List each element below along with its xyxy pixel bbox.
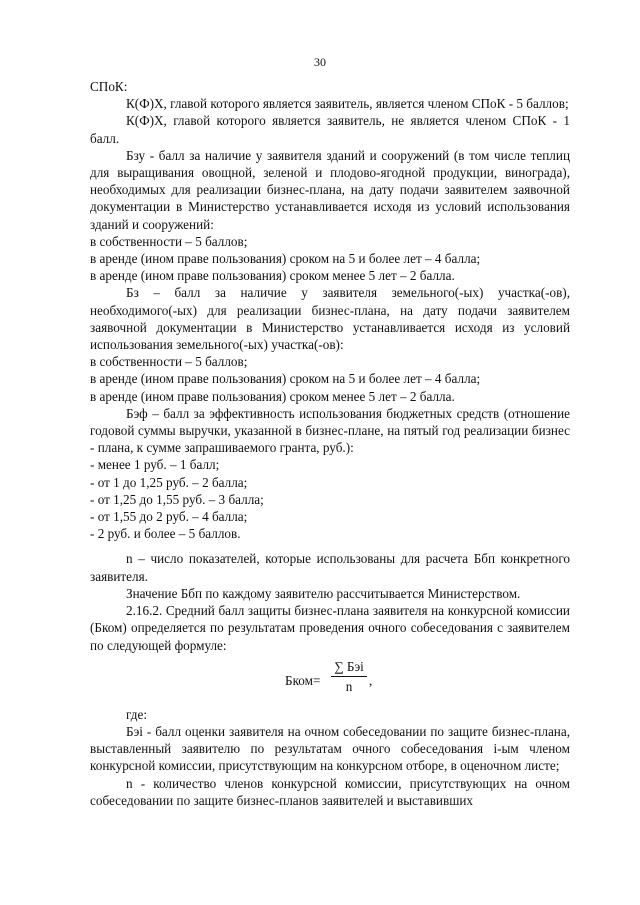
- list-item: в собственности – 5 баллов;: [90, 354, 248, 370]
- list-item: - от 1,55 до 2 руб. – 4 балла;: [90, 509, 248, 525]
- paragraph: СПоК:: [90, 79, 128, 94]
- list-item: - от 1 до 1,25 руб. – 2 балла;: [90, 474, 248, 490]
- formula-numerator: ∑ Бэi: [331, 658, 367, 677]
- list-item: в аренде (ином праве пользования) сроком менее 5 лет – 2 балла.: [90, 268, 455, 284]
- paragraph: 2.16.2. Средний балл защиты бизнес-плана заявителя на конкурсной комиссии (Бком) определяется по результатам проведения очного собеседования с заявителем по следующей формуле:: [90, 603, 570, 653]
- formula-fraction: [331, 658, 367, 695]
- paragraph: К(Ф)Х, главой которого является заявитель, не является членом СПоК - 1 балл.: [90, 113, 570, 146]
- paragraph: Бзу - балл за наличие у заявителя зданий и сооружений (в том числе теплиц для выращивания овощной, зеленой и плодово-ягодной продукции, винограда), необходимых для реализации бизнес-плана, на дату подачи заявителем заявочной документации в Министерство устанавливается исходя из условий использования зданий и сооружений:: [90, 147, 570, 232]
- document-body: [90, 78, 570, 809]
- paragraph: К(Ф)Х, главой которого является заявитель, является членом СПоК - 5 баллов;: [126, 96, 569, 112]
- paragraph: Бэф – балл за эффективность использования бюджетных средств (отношение годовой суммы выручки, указанной в бизнес-плане, на пятый год реализации бизнес - плана, к сумме запрашиваемого гранта, руб.):: [90, 405, 570, 456]
- page-number: 30: [314, 55, 326, 69]
- list-item: в аренде (ином праве пользования) сроком менее 5 лет – 2 балла.: [90, 388, 455, 404]
- paragraph: Бэi - балл оценки заявителя на очном собеседовании по защите бизнес-плана, выставленный заявителю по результатам очного собеседования i-ым членом конкурсной комиссии, присутствующим на конкурсном отборе, в оценочном листе;: [90, 723, 570, 774]
- paragraph: где:: [126, 706, 147, 722]
- list-item: - 2 руб. и более – 5 баллов.: [90, 526, 241, 542]
- paragraph: n - количество членов конкурсной комиссии, присутствующих на очном собеседовании по защите бизнес-планов заявителей и выставивших: [90, 775, 570, 808]
- list-item: в аренде (ином праве пользования) сроком на 5 и более лет – 4 балла;: [90, 371, 481, 387]
- list-item: в аренде (ином праве пользования) сроком на 5 и более лет – 4 балла;: [90, 251, 481, 267]
- paragraph: Значение Ббп по каждому заявителю рассчитывается Министерством.: [126, 585, 521, 601]
- list-item: - менее 1 руб. – 1 балл;: [90, 457, 220, 473]
- paragraph: Бз – балл за наличие у заявителя земельного(-ых) участка(-ов), необходимого(-ых) для реализации бизнес-плана, на дату подачи заявителем заявочной документации в Министерство устанавливается исходя из условий использования земельного(-ых) участка(-ов):: [90, 285, 570, 353]
- formula-tail: ,: [369, 672, 373, 688]
- list-item: в собственности – 5 баллов;: [90, 233, 248, 249]
- paragraph: n – число показателей, которые использованы для расчета Ббп конкретного заявителя.: [90, 551, 570, 584]
- formula: [90, 654, 570, 706]
- list-item: - от 1,25 до 1,55 руб. – 3 балла;: [90, 491, 264, 507]
- formula-denominator: n: [345, 678, 353, 694]
- formula-lhs: Бком=: [285, 672, 321, 688]
